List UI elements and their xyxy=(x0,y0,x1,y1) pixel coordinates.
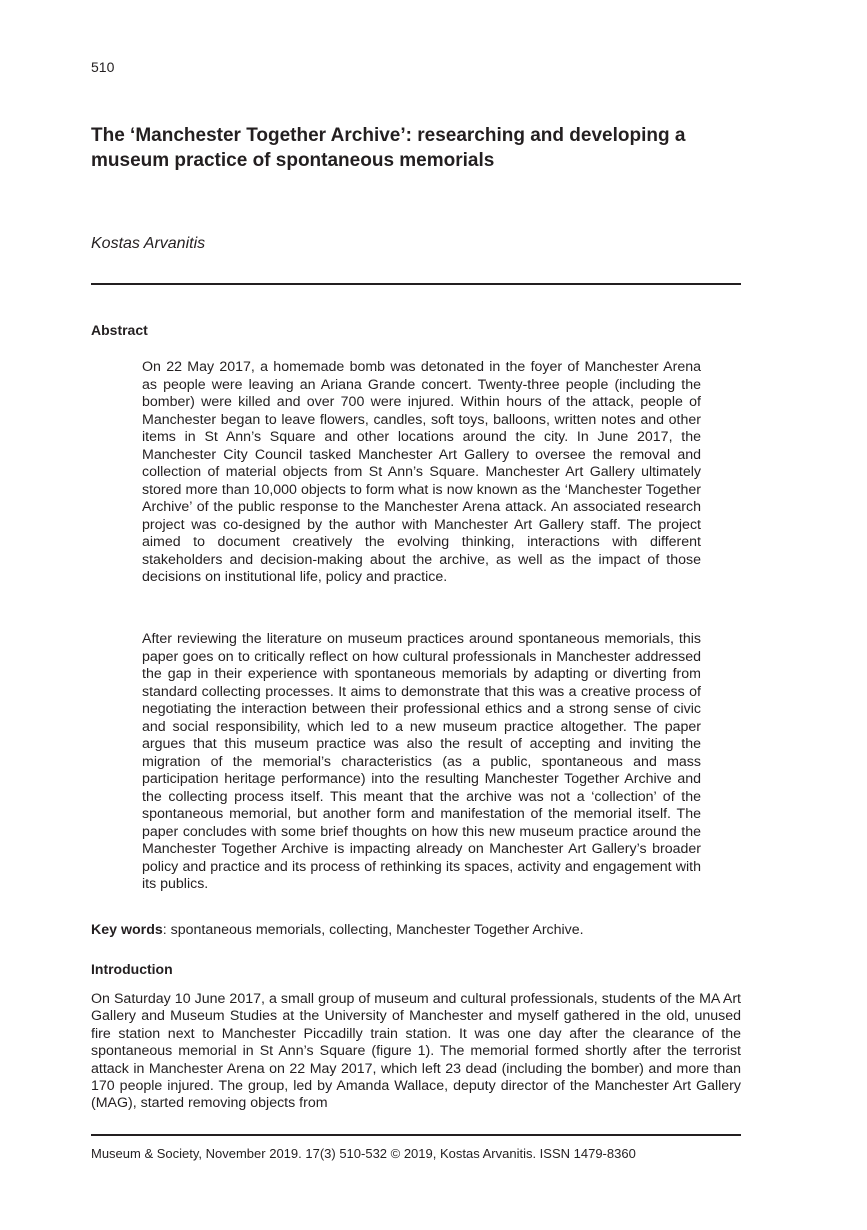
introduction-heading: Introduction xyxy=(91,961,173,977)
footer-divider xyxy=(91,1134,741,1136)
page-number: 510 xyxy=(91,59,115,75)
author-name: Kostas Arvanitis xyxy=(91,235,206,252)
abstract-paragraph-1: On 22 May 2017, a homemade bomb was detonated in the foyer of Manchester Arena as people were leaving an Ariana Grande concert. Twenty-three people (including the bomber) were killed and over 700 were injured. Within hours of the attack, people of Manchester began to leave flowers, candles, soft toys, balloons, written notes and other items in St Ann’s Square and other locations around the city. In June 2017, the Manchester City Council tasked Manchester Art Gallery to oversee the removal and collection of material objects from St Ann’s Square. Manchester Art Gallery ultimately stored more than 10,000 objects to form what is now known as the ‘Manchester Together Archive’ of the public response to the Manchester Arena attack. An associated research project was co-designed by the author with Manchester Art Gallery staff. The project aimed to document creatively the evolving thinking, interactions with different stakeholders and decision-making about the archive, as well as the impact of those decisions on institutional life, policy and practice. xyxy=(142,359,701,585)
abstract-heading: Abstract xyxy=(91,322,148,338)
abstract-paragraph-2: After reviewing the literature on museum practices around spontaneous memorials, this paper goes on to critically reflect on how cultural professionals in Manchester addressed the gap in their experience with spontaneous memorials by adapting or diverting from standard collecting processes. It aims to demonstrate that this was a creative process of negotiating the interaction between their professional ethics and a strong sense of civic and social responsibility, which led to a new museum practice altogether. The paper argues that this museum practice was also the result of accepting and inviting the migration of the memorial’s characteristics (as a public, spontaneous and mass participation heritage performance) into the resulting Manchester Together Archive and the collecting process itself. This meant that the archive was not a ‘collection’ of the spontaneous memorial, but another form and manifestation of the memorial itself. The paper concludes with some brief thoughts on how this new museum practice around the Manchester Together Archive is impacting already on Manchester Art Gallery’s broader policy and practice and its process of rethinking its spaces, activity and engagement with its publics. xyxy=(142,631,701,892)
header-divider xyxy=(91,283,741,285)
keywords xyxy=(91,922,584,938)
page-footer: Museum & Society, November 2019. 17(3) 510-532 © 2019, Kostas Arvanitis. ISSN 1479-8360 xyxy=(91,1146,636,1161)
article-title: The ‘Manchester Together Archive’: researching and developing a museum practice of spontaneous memorials xyxy=(91,125,686,171)
keywords-label: Key words xyxy=(91,922,163,938)
keywords-text: : spontaneous memorials, collecting, Manchester Together Archive. xyxy=(162,922,584,938)
introduction-paragraph: On Saturday 10 June 2017, a small group of museum and cultural professionals, students of the MA Art Gallery and Museum Studies at the University of Manchester and myself gathered in the old, unused fire station next to Manchester Piccadilly train station. It was one day after the clearance of the spontaneous memorial in St Ann’s Square (figure 1). The memorial formed shortly after the terrorist attack in Manchester Arena on 22 May 2017, which left 23 dead (including the bomber) and more than 170 people injured. The group, led by Amanda Wallace, deputy director of the Manchester Art Gallery (MAG), started removing objects from xyxy=(91,991,741,1112)
